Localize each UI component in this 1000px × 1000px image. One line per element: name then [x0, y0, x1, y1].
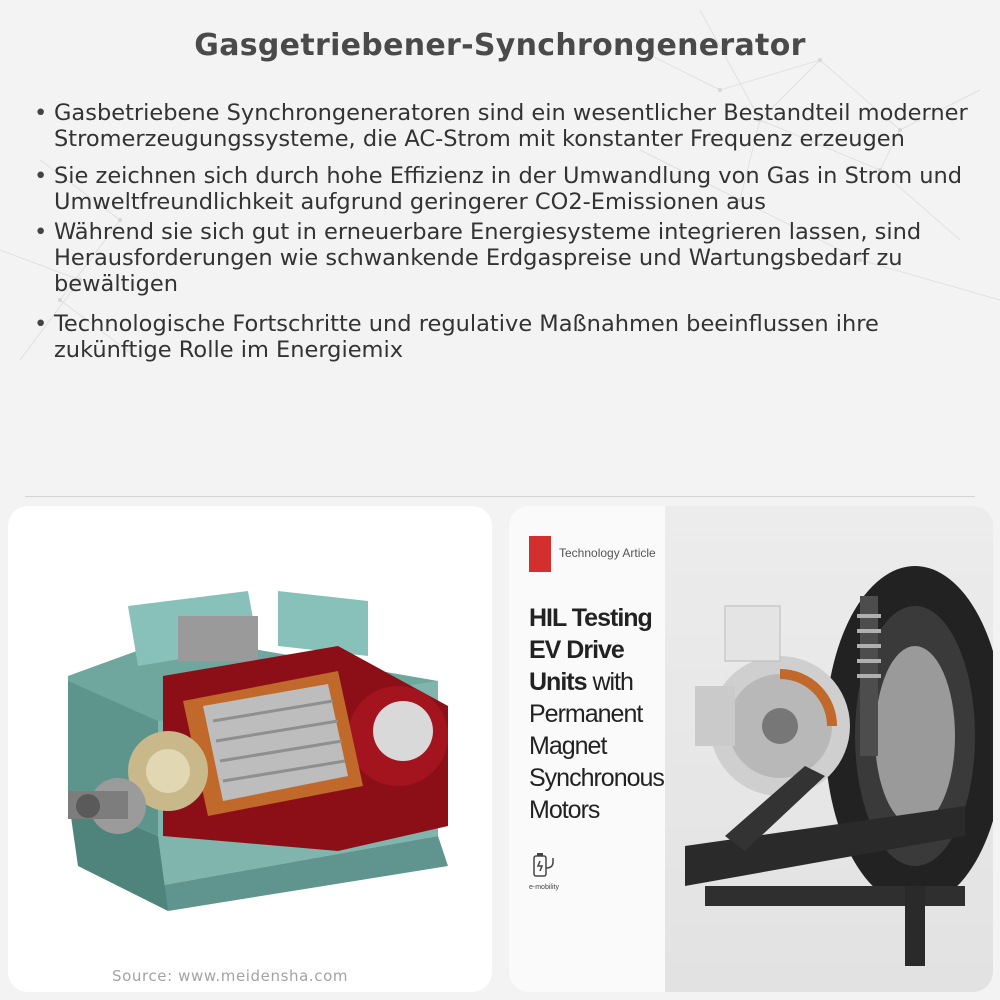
article-title-line: EV Drive: [529, 636, 624, 664]
article-title-line: HIL Testing: [529, 604, 652, 632]
bullet-list: [32, 100, 982, 363]
generator-image-card: [8, 506, 492, 992]
bullet-item: • Gasbetriebene Synchrongeneratoren sind ein wesentlicher Bestandteil moderner Stromerzeugungssysteme, die AC-Strom mit konstanter Frequenz erzeugen: [32, 100, 982, 152]
article-tag: Technology Article: [559, 546, 656, 560]
generator-cutaway-illustration: [8, 506, 492, 992]
article-cover: [509, 506, 665, 992]
publisher-logo: [529, 536, 551, 572]
bullet-item: • Sie zeichnen sich durch hohe Effizienz in der Umwandlung von Gas in Strom und Umweltfreundlichkeit aufgrund geringerer CO2-Emissionen aus: [32, 163, 982, 215]
bullet-item: • Technologische Fortschritte und regulative Maßnahmen beeinflussen ihre zukünftige Rolle im Energiemix: [32, 311, 982, 363]
bullet-item: • Während sie sich gut in erneuerbare Energiesysteme integrieren lassen, sind Herausforderungen wie schwankende Erdgaspreise und Wartungsbedarf zu bewältigen: [32, 219, 982, 297]
article-title-line: Magnet: [529, 732, 607, 760]
article-title-line: Synchronous: [529, 764, 664, 792]
battery-plug-icon: [531, 850, 557, 880]
article-title-line: Motors: [529, 796, 600, 824]
page-title: Gasgetriebener-Synchrongenerator: [194, 28, 806, 63]
ev-drive-unit-illustration: [665, 506, 993, 992]
image-source-credit: Source: www.meidensha.com: [112, 967, 349, 985]
article-title-line: with: [586, 668, 633, 696]
ev-article-image-card: [509, 506, 993, 992]
article-title-line: Units: [529, 668, 587, 696]
ev-drive-unit-photo: [665, 506, 993, 992]
e-mobility-label: e-mobility: [529, 884, 559, 891]
article-title: [529, 602, 664, 826]
section-divider: [25, 496, 975, 497]
article-title-line: Permanent: [529, 700, 643, 728]
